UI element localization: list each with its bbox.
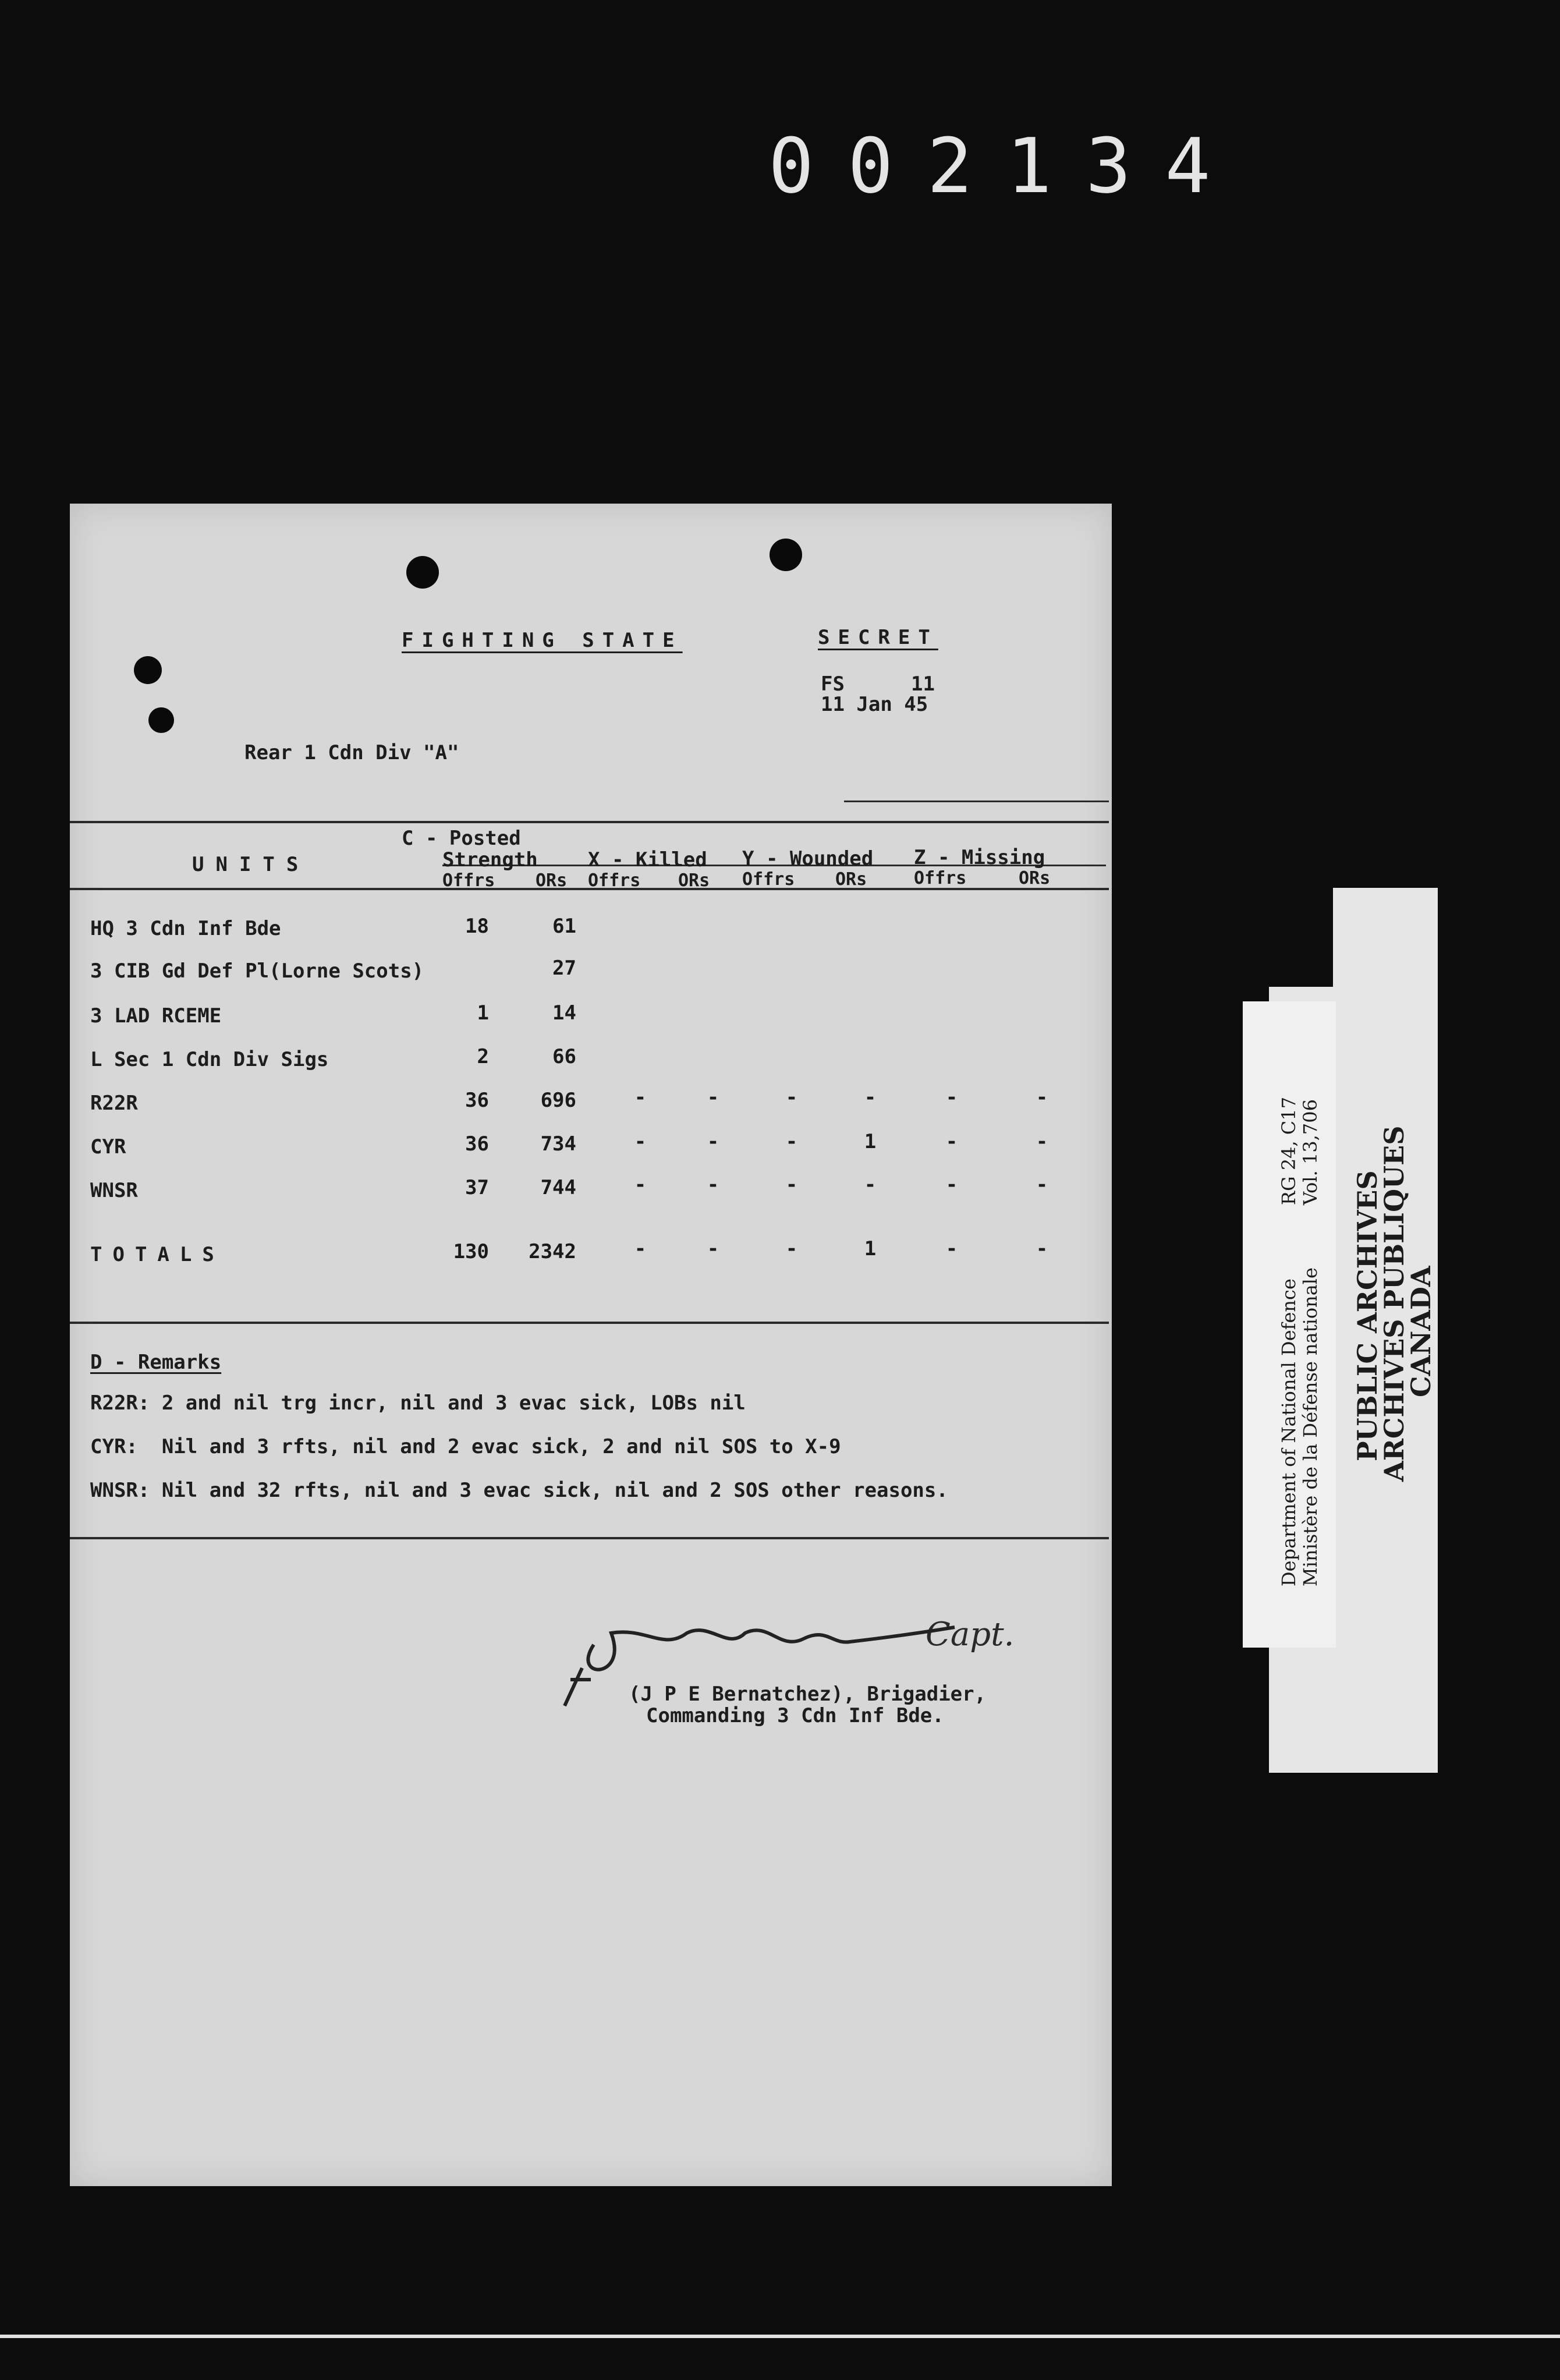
document-date: 11 Jan 45	[821, 693, 928, 716]
archive-dept-fr: Ministère de la Défense nationale	[1299, 1267, 1321, 1586]
divider	[844, 801, 1109, 802]
cell-offrs: 18	[465, 915, 489, 938]
table-row-unit: WNSR	[90, 1179, 138, 1202]
cell-offrs: 36	[465, 1132, 489, 1156]
cell-killed-offrs: -	[634, 1173, 647, 1196]
table-row-unit: 3 CIB Gd Def Pl(Lorne Scots)	[90, 959, 424, 983]
archive-rg: RG 24, C17	[1278, 1096, 1300, 1205]
cell-offrs: 1	[477, 1001, 489, 1025]
ref-number: 11	[911, 672, 935, 696]
cell-ors: 744	[540, 1176, 576, 1199]
subheader-offrs: Offrs	[742, 869, 795, 890]
header-missing: Z - Missing	[914, 846, 1045, 869]
remarks-heading: D - Remarks	[90, 1351, 222, 1374]
cell-missing-offrs: -	[945, 1086, 958, 1109]
signature-title: Commanding 3 Cdn Inf Bde.	[646, 1704, 944, 1727]
table-row-unit: CYR	[90, 1135, 126, 1159]
ref-code: FS	[821, 672, 845, 696]
cell-ors: 734	[540, 1132, 576, 1156]
subheader-offrs: Offrs	[588, 870, 641, 891]
remark-line: R22R: 2 and nil trg incr, nil and 3 evac sick, LOBs nil	[90, 1391, 746, 1415]
cell-killed-offrs: -	[634, 1130, 647, 1153]
subheader-ors: ORs	[536, 870, 568, 891]
cell-missing-ors: -	[1036, 1086, 1048, 1109]
cell-missing-ors: -	[1036, 1173, 1048, 1196]
total-killed-offrs: -	[634, 1237, 647, 1260]
archive-dept-en: Department of National Defence	[1278, 1278, 1300, 1586]
table-row-unit: L Sec 1 Cdn Div Sigs	[90, 1048, 329, 1071]
table-row-unit: 3 LAD RCEME	[90, 1004, 222, 1028]
cell-wounded-ors: 1	[864, 1130, 877, 1153]
cell-wounded-offrs: -	[785, 1173, 798, 1196]
frame-number: 002134	[768, 122, 1245, 210]
remark-line: WNSR: Nil and 32 rfts, nil and 3 evac sick, nil and 2 SOS other reasons.	[90, 1479, 948, 1502]
subheader-ors: ORs	[1019, 868, 1051, 888]
subheader-ors: ORs	[678, 870, 710, 891]
cell-offrs: 36	[465, 1089, 489, 1112]
cell-ors: 66	[552, 1045, 576, 1068]
cell-killed-ors: -	[707, 1086, 719, 1109]
signature-name: (J P E Bernatchez), Brigadier,	[629, 1683, 987, 1706]
subheader-offrs: Offrs	[914, 868, 967, 888]
divider	[70, 1537, 1109, 1539]
cell-ors: 61	[552, 915, 576, 938]
totals-label: TOTALS	[90, 1243, 225, 1266]
cell-missing-ors: -	[1036, 1130, 1048, 1153]
punch-hole	[770, 539, 802, 571]
cell-ors: 14	[552, 1001, 576, 1025]
cell-offrs: 37	[465, 1176, 489, 1199]
cell-ors: 27	[552, 957, 576, 980]
header-units: UNITS	[192, 853, 310, 876]
cell-missing-offrs: -	[945, 1173, 958, 1196]
total-missing-ors: -	[1036, 1237, 1048, 1260]
classification: SECRET	[818, 626, 938, 649]
total-killed-ors: -	[707, 1237, 719, 1260]
document-page	[70, 504, 1112, 2186]
archive-name-fr: ARCHIVES PUBLIQUES	[1378, 1125, 1410, 1482]
total-wounded-offrs: -	[785, 1237, 798, 1260]
remark-line: CYR: Nil and 3 rfts, nil and 2 evac sick, 2 and nil SOS to X-9	[90, 1435, 841, 1458]
total-missing-offrs: -	[945, 1237, 958, 1260]
subheader-offrs: Offrs	[442, 870, 495, 891]
signature-handwritten: Capt.	[926, 1616, 1015, 1653]
cell-ors: 696	[540, 1089, 576, 1112]
cell-killed-ors: -	[707, 1130, 719, 1153]
total-wounded-ors: 1	[864, 1237, 877, 1260]
archive-name-en: PUBLIC ARCHIVES	[1352, 1170, 1383, 1461]
cell-missing-offrs: -	[945, 1130, 958, 1153]
cell-offrs: 2	[477, 1045, 489, 1068]
cell-wounded-ors: -	[864, 1173, 877, 1196]
divider	[70, 821, 1109, 823]
header-strength: Strength	[442, 848, 538, 872]
table-row-unit: R22R	[90, 1092, 138, 1115]
cell-wounded-offrs: -	[785, 1130, 798, 1153]
punch-hole	[406, 556, 439, 589]
total-ors: 2342	[529, 1240, 576, 1263]
document-title: FIGHTING STATE	[402, 629, 683, 652]
archive-label-notch	[1269, 888, 1333, 987]
cell-wounded-ors: -	[864, 1086, 877, 1109]
header-posted: C - Posted	[402, 827, 521, 850]
table-row-unit: HQ 3 Cdn Inf Bde	[90, 917, 281, 940]
cell-killed-offrs: -	[634, 1086, 647, 1109]
film-edge	[0, 2335, 1560, 2338]
total-offrs: 130	[453, 1240, 489, 1263]
archive-vol: Vol. 13,706	[1299, 1099, 1321, 1205]
header-killed: X - Killed	[588, 848, 707, 872]
header-wounded: Y - Wounded	[742, 847, 874, 870]
archive-country: CANADA	[1405, 1266, 1437, 1397]
unit-line: Rear 1 Cdn Div "A"	[244, 741, 459, 764]
punch-hole	[134, 656, 162, 684]
cell-killed-ors: -	[707, 1173, 719, 1196]
divider	[70, 1322, 1109, 1324]
cell-wounded-offrs: -	[785, 1086, 798, 1109]
punch-hole	[148, 707, 174, 733]
handwritten-signature	[559, 1610, 1036, 1709]
subheader-ors: ORs	[835, 869, 867, 890]
